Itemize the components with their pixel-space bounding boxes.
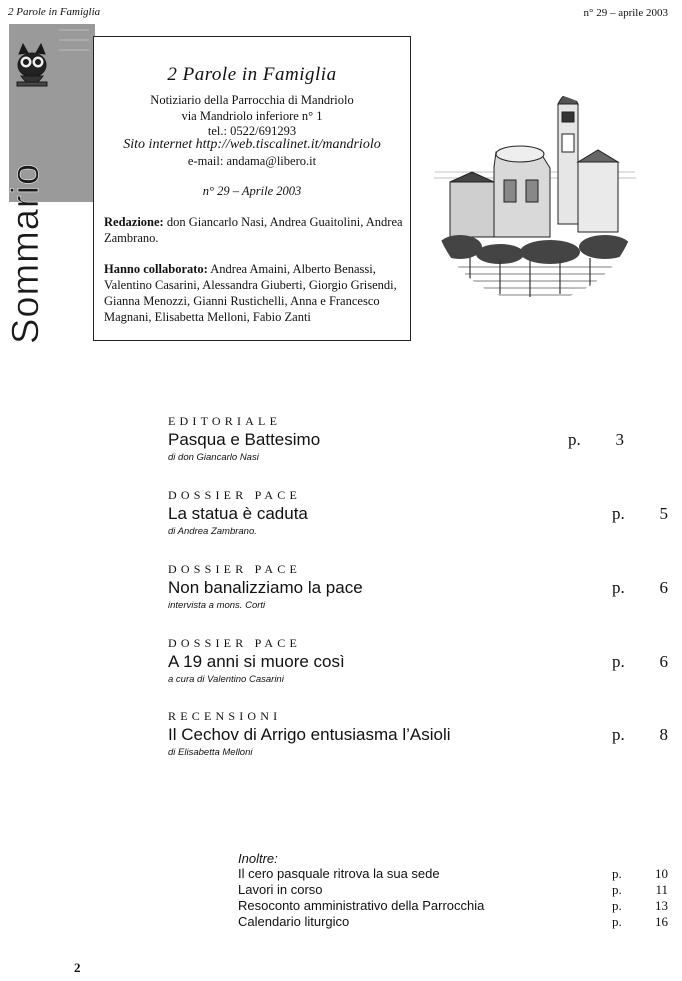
extras-item-title[interactable]: Calendario liturgico	[238, 914, 350, 929]
toc-category: DOSSIER PACE	[168, 562, 301, 576]
toc-title[interactable]: Pasqua e Battesimo	[168, 430, 321, 449]
redazione-label: Redazione:	[104, 215, 164, 229]
header-issue-date: n° 29 – aprile 2003	[583, 7, 668, 19]
extras-item-page-label: p.	[612, 866, 622, 881]
extras-item-title[interactable]: Il cero pasquale ritrova la sua sede	[238, 866, 440, 881]
church-illustration	[430, 72, 640, 312]
toc-title[interactable]: Non banalizziamo la pace	[168, 578, 363, 597]
toc-author: a cura di Valentino Casarini	[168, 674, 284, 685]
toc-category: DOSSIER PACE	[168, 488, 301, 502]
extras-item-page-label: p.	[612, 882, 622, 897]
toc-title[interactable]: Il Cechov di Arrigo entusiasma l’Asioli	[168, 725, 451, 744]
toc-category: EDITORIALE	[168, 414, 282, 428]
extras-item-page-number: 13	[655, 898, 668, 913]
parish-address: via Mandriolo inferiore n° 1	[181, 109, 323, 123]
extras-item-page-number: 11	[655, 882, 668, 897]
issue-line: n° 29 – Aprile 2003	[202, 184, 302, 198]
toc-page-number: 8	[659, 725, 668, 744]
toc-page-label: p.	[612, 578, 625, 597]
toc-page-number: 6	[659, 652, 668, 671]
toc-title[interactable]: A 19 anni si muore così	[168, 652, 345, 671]
toc-page-label: p.	[612, 652, 625, 671]
toc-author: di Elisabetta Melloni	[168, 747, 253, 758]
collaborators-paragraph	[104, 261, 404, 325]
toc-category: RECENSIONI	[168, 709, 282, 723]
parish-phone: tel.: 0522/691293	[207, 124, 297, 138]
toc-page-number: 6	[659, 578, 668, 597]
header-publication-name: 2 Parole in Famiglia	[8, 6, 101, 18]
extras-label: Inoltre:	[238, 851, 278, 866]
email-link[interactable]: e-mail: andama@libero.it	[187, 154, 317, 168]
toc-page-label: p.	[612, 725, 625, 744]
toc-author: intervista a mons. Corti	[168, 600, 266, 611]
sommario-vertical-title	[5, 110, 47, 350]
toc-category: DOSSIER PACE	[168, 636, 301, 650]
extras-item-page-label: p.	[612, 914, 622, 929]
parish-name: Notiziario della Parrocchia di Mandriolo	[150, 93, 354, 107]
collaborators-label: Hanno collaborato:	[104, 262, 208, 276]
collaborators-text: Andrea Amaini, Alberto Benassi, Valentino Casarini, Alessandra Giuberti, Giorgio Grisendi, Gianna Menozzi, Gianni Rustichelli, Anna e Francesco Magnani, Elisabetta Melloni, Fabio Zanti	[104, 262, 397, 324]
toc-author: di don Giancarlo Nasi	[168, 452, 259, 463]
toc-page-label: p.	[612, 504, 625, 523]
toc-author: di Andrea Zambrano.	[168, 526, 257, 537]
toc-page-number: 3	[615, 430, 624, 449]
extras-item-title[interactable]: Resoconto amministrativo della Parrocchia	[238, 898, 485, 913]
extras-item-page-number: 16	[655, 914, 668, 929]
extras-item-title[interactable]: Lavori in corso	[238, 882, 323, 897]
toc-page-label: p.	[568, 430, 581, 449]
toc-page-number: 5	[659, 504, 668, 523]
website-link[interactable]: Sito internet http://web.tiscalinet.it/mandriolo	[123, 137, 381, 152]
toc-title[interactable]: La statua è caduta	[168, 504, 308, 523]
extras-item-page-label: p.	[612, 898, 622, 913]
svg-text:Sommario: Sommario	[5, 162, 47, 344]
extras-item-page-number: 10	[655, 866, 668, 881]
redazione-text: don Giancarlo Nasi, Andrea Guaitolini, Andrea Zambrano.	[104, 215, 403, 245]
masthead-title: 2 Parole in Famiglia	[167, 64, 337, 85]
page-number: 2	[74, 960, 81, 975]
redazione-paragraph	[104, 214, 404, 246]
